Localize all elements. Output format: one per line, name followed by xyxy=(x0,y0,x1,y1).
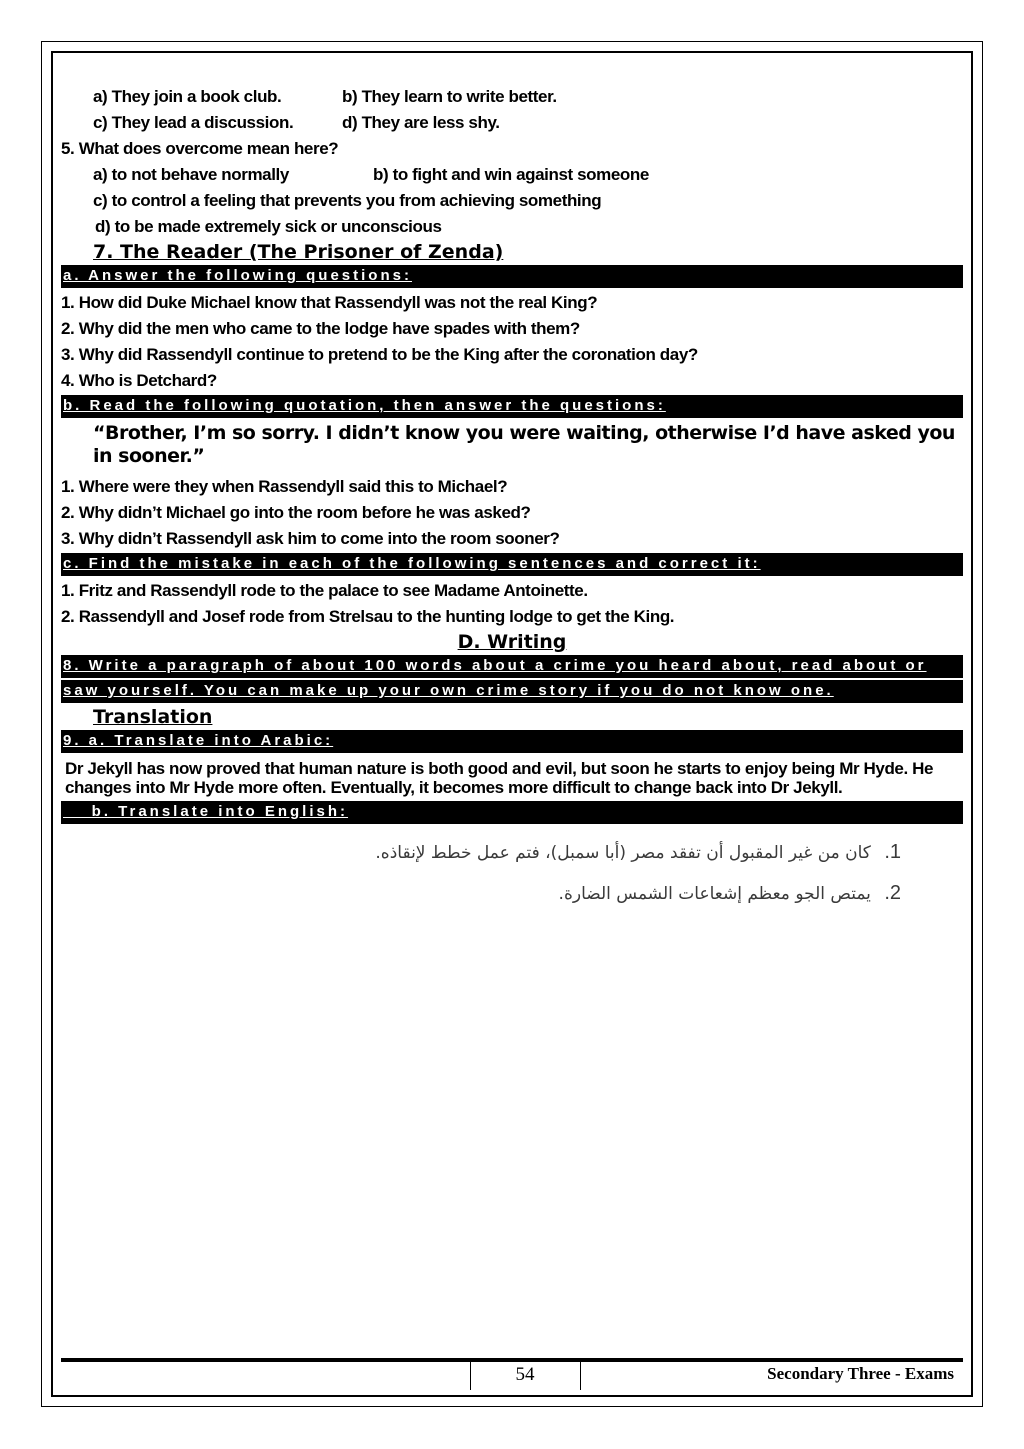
arabic-sentences xyxy=(61,832,963,914)
translation-paragraph: Dr Jekyll has now proved that human nature is both good and evil, but soon he starts to enjoy being Mr Hyde. He changes into Mr Hyde more often. Eventually, it becomes more difficult to change back into Dr Jekyll. xyxy=(65,759,934,797)
writing-bar-line-1: 8. Write a paragraph of about 100 words about a crime you heard about, read about or xyxy=(61,655,963,678)
q5-option-b: b) to fight and win against someone xyxy=(373,165,649,184)
options-row-1 xyxy=(61,84,963,110)
option-c: c) They lead a discussion. xyxy=(93,113,294,132)
reader-a-question-2: 2. Why did the men who came to the lodge have spades with them? xyxy=(61,319,580,338)
arabic-number-2: 2. xyxy=(884,882,901,904)
reader-b-question-2: 2. Why didn’t Michael go into the room before he was asked? xyxy=(61,503,531,522)
reader-a-question-1: 1. How did Duke Michael know that Rassendyll was not the real King? xyxy=(61,293,598,312)
translate-arabic-bar: 9. a. Translate into Arabic: xyxy=(61,730,963,753)
question-5: 5. What does overcome mean here? xyxy=(61,139,339,158)
option-b: b) They learn to write better. xyxy=(342,87,557,106)
arabic-text-2: يمتص الجو معظم إشعاعات الشمس الضارة. xyxy=(558,884,871,904)
section-a-bar: a. Answer the following questions: xyxy=(61,265,963,288)
footer-title: Secondary Three - Exams xyxy=(767,1364,954,1383)
reader-heading: 7. The Reader (The Prisoner of Zenda) xyxy=(93,241,504,263)
section-c-bar: c. Find the mistake in each of the following sentences and correct it: xyxy=(61,553,963,576)
reader-b-question-1: 1. Where were they when Rassendyll said this to Michael? xyxy=(61,477,508,496)
quotation: “Brother, I’m so sorry. I didn’t know you were waiting, otherwise I’d have asked you in sooner.” xyxy=(93,422,955,467)
reader-b-question-3: 3. Why didn’t Rassendyll ask him to come into the room sooner? xyxy=(61,529,560,548)
section-b-bar: b. Read the following quotation, then answer the questions: xyxy=(61,395,963,418)
options-row-2 xyxy=(61,110,963,136)
mistake-sentence-1: 1. Fritz and Rassendyll rode to the palace to see Madame Antoinette. xyxy=(61,581,588,600)
page-content xyxy=(61,84,963,914)
option-a: a) They join a book club. xyxy=(93,87,282,106)
page-number: 54 xyxy=(515,1364,535,1385)
footer-rule xyxy=(61,1358,963,1362)
writing-heading: D. Writing xyxy=(457,631,567,653)
q5-options-row-1 xyxy=(61,162,963,188)
mistake-sentence-2: 2. Rassendyll and Josef rode from Strelsau to the hunting lodge to get the King. xyxy=(61,607,675,626)
arabic-text-1: كان من غير المقبول أن تفقد مصر (أبا سمبل)، فتم عمل خطط لإنقاذه. xyxy=(375,843,871,863)
q5-option-a: a) to not behave normally xyxy=(93,165,289,184)
footer-divider-right xyxy=(580,1362,581,1390)
arabic-number-1: 1. xyxy=(884,841,901,863)
arabic-sentence-1 xyxy=(61,832,963,873)
arabic-sentence-2 xyxy=(61,873,963,914)
translation-heading: Translation xyxy=(93,706,213,728)
q5-option-c: c) to control a feeling that prevents you from achieving something xyxy=(93,191,602,210)
writing-bar-line-2: saw yourself. You can make up your own crime story if you do not know one. xyxy=(61,680,963,703)
translate-english-bar: b. Translate into English: xyxy=(61,801,963,824)
reader-a-question-4: 4. Who is Detchard? xyxy=(61,371,217,390)
option-d: d) They are less shy. xyxy=(342,113,500,132)
reader-a-question-3: 3. Why did Rassendyll continue to pretend to be the King after the coronation day? xyxy=(61,345,698,364)
q5-option-d: d) to be made extremely sick or unconscious xyxy=(95,217,442,236)
